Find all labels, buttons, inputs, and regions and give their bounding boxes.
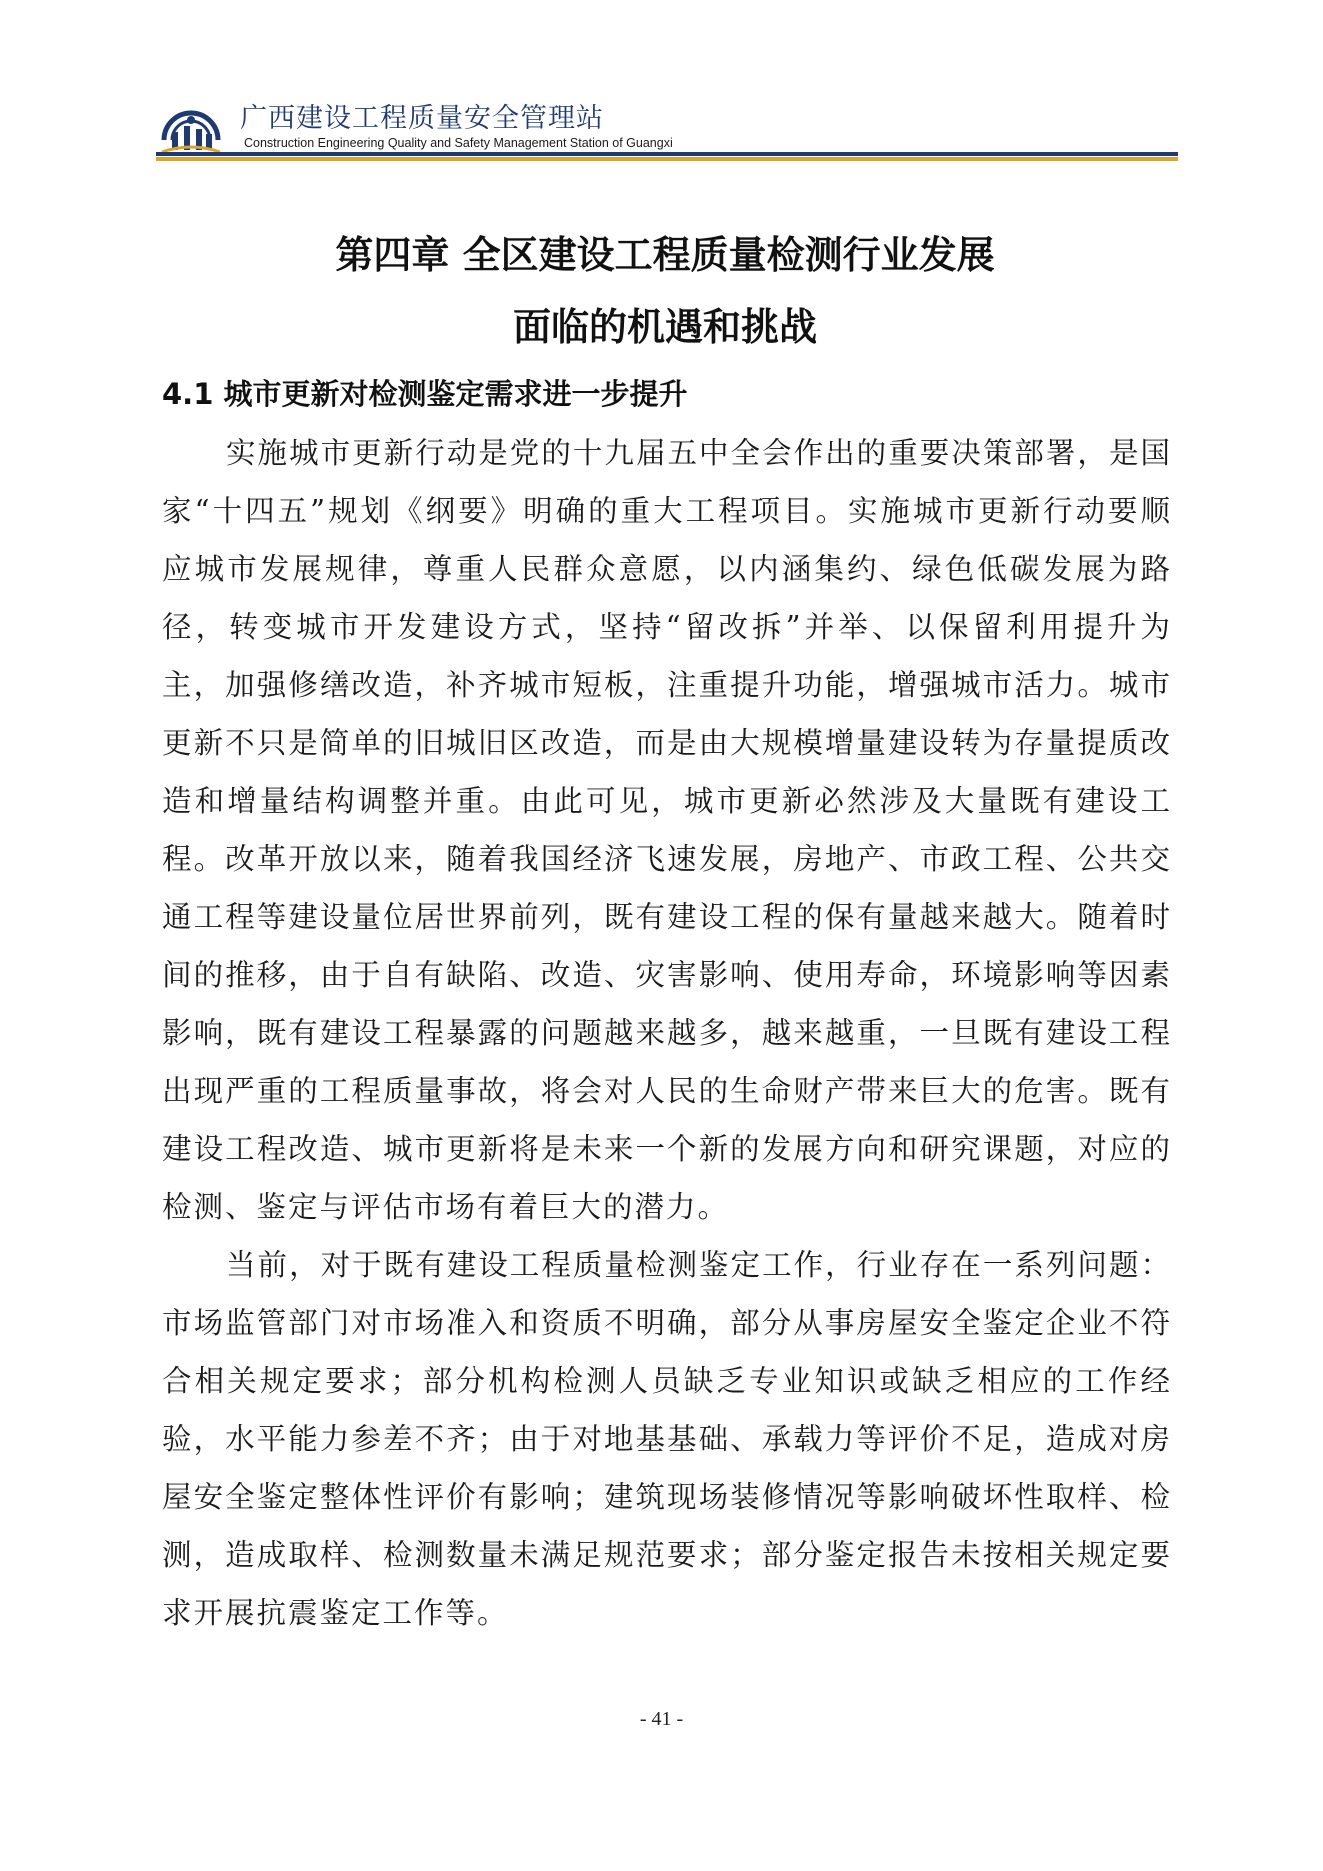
body-paragraph-2: 当前，对于既有建设工程质量检测鉴定工作，行业存在一系列问题：市场监管部门对市场准入和资质不明确，部分从事房屋安全鉴定企业不符合相关规定要求；部分机构检测人员缺乏专业知识或缺乏相应的工作经验，水平能力参差不齐；由于对地基基础、承载力等评价不足，造成对房屋安全鉴定整体性评价有影响；建筑现场装修情况等影响破坏性取样、检测，造成取样、检测数量未满足规范要求；部分鉴定报告未按相关规定要求开展抗震鉴定工作等。 (162, 1248, 1172, 1630)
page-number: - 41 - (639, 1708, 684, 1730)
body-paragraph-1: 实施城市更新行动是党的十九届五中全会作出的重要决策部署，是国家“十四五”规划《纲要》明确的重大工程项目。实施城市更新行动要顺应城市发展规律，尊重人民群众意愿，以内涵集约、绿色低碳发展为路径，转变城市开发建设方式，坚持“留改拆”并举、以保留利用提升为主，加强修缮改造，补齐城市短板，注重提升功能，增强城市活力。城市更新不只是简单的旧城旧区改造，而是由大规模增量建设转为存量提质改造和增量结构调整并重。由此可见，城市更新必然涉及大量既有建设工程。改革开放以来，随着我国经济飞速发展，房地产、市政工程、公共交通工程等建设量位居世界前列，既有建设工程的保有量越来越大。随着时间的推移，由于自有缺陷、改造、灾害影响、使用寿命，环境影响等因素影响，既有建设工程暴露的问题越来越多，越来越重，一旦既有建设工程出现严重的工程质量事故，将会对人民的生命财产带来巨大的危害。既有建设工程改造、城市更新将是未来一个新的发展方向和研究课题，对应的检测、鉴定与评估市场有着巨大的潜力。 (162, 436, 1172, 1224)
gxjz-emblem-icon (158, 96, 224, 156)
organization-name-chinese: 广西建设工程质量安全管理站 (240, 103, 604, 134)
header-rule-blue (156, 152, 1178, 156)
header-rule-gold (156, 157, 1178, 161)
chapter-title-line-1: 第四章 全区建设工程质量检测行业发展 (335, 233, 995, 277)
organization-name-english: Construction Engineering Quality and Safety Management Station of Guangxi (244, 136, 673, 150)
section-heading: 4.1 城市更新对检测鉴定需求进一步提升 (162, 377, 688, 411)
chapter-title-line-2: 面临的机遇和挑战 (512, 305, 817, 349)
